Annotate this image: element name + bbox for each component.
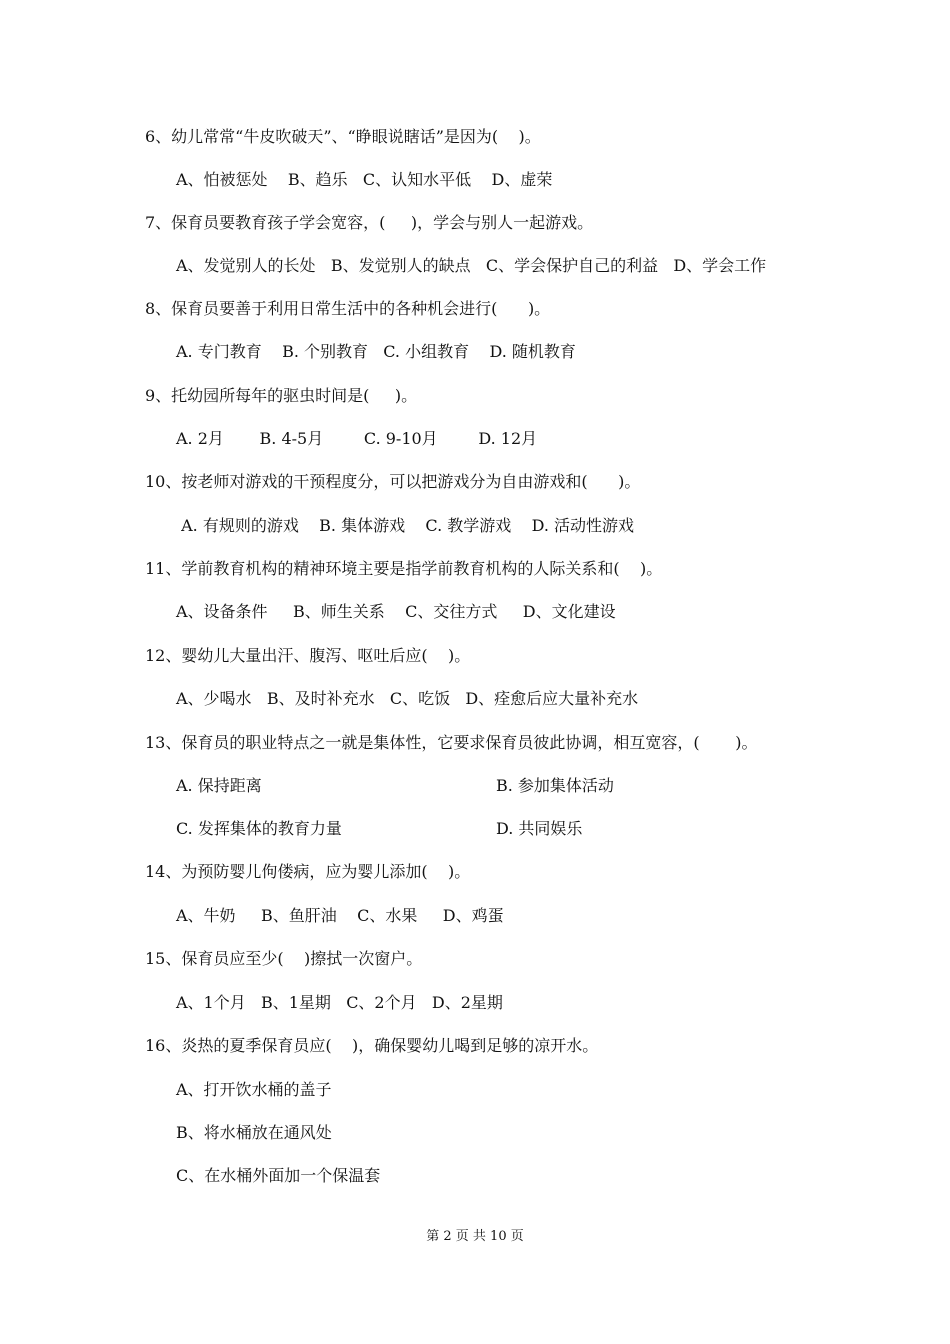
option-13-c: C. 发挥集体的教育力量 bbox=[176, 819, 342, 838]
options-8: A. 专门教育 B. 个别教育 C. 小组教育 D. 随机教育 bbox=[176, 342, 576, 361]
question-14: 14、为预防婴儿佝偻病，应为婴儿添加( )。 bbox=[145, 862, 471, 881]
options-7: A、发觉别人的长处 B、发觉别人的缺点 C、学会保护自己的利益 D、学会工作 bbox=[176, 256, 767, 275]
question-16: 16、炎热的夏季保育员应( )，确保婴幼儿喝到足够的凉开水。 bbox=[145, 1036, 599, 1055]
option-13-b: B. 参加集体活动 bbox=[496, 776, 614, 795]
page-footer: 第 2 页 共 10 页 bbox=[426, 1229, 524, 1244]
question-9: 9、托幼园所每年的驱虫时间是( )。 bbox=[145, 386, 418, 405]
question-11: 11、学前教育机构的精神环境主要是指学前教育机构的人际关系和( )。 bbox=[145, 559, 663, 578]
options-6: A、怕被惩处 B、趋乐 C、认知水平低 D、虚荣 bbox=[176, 170, 553, 189]
options-9: A. 2月 B. 4-5月 C. 9-10月 D. 12月 bbox=[176, 429, 538, 448]
question-12: 12、婴幼儿大量出汗、腹泻、呕吐后应( )。 bbox=[145, 646, 471, 665]
options-12: A、少喝水 B、及时补充水 C、吃饭 D、痊愈后应大量补充水 bbox=[176, 689, 639, 708]
options-14: A、牛奶 B、鱼肝油 C、水果 D、鸡蛋 bbox=[176, 906, 504, 925]
question-8: 8、保育员要善于利用日常生活中的各种机会进行( )。 bbox=[145, 299, 551, 318]
option-16-c: C、在水桶外面加一个保温套 bbox=[176, 1166, 381, 1185]
option-16-b: B、将水桶放在通风处 bbox=[176, 1123, 332, 1142]
question-10: 10、按老师对游戏的干预程度分，可以把游戏分为自由游戏和( )。 bbox=[145, 472, 641, 491]
option-13-a: A. 保持距离 bbox=[176, 776, 262, 795]
options-11: A、设备条件 B、师生关系 C、交往方式 D、文化建设 bbox=[176, 602, 616, 621]
option-13-d: D. 共同娱乐 bbox=[496, 819, 583, 838]
options-10: A. 有规则的游戏 B. 集体游戏 C. 教学游戏 D. 活动性游戏 bbox=[176, 516, 635, 535]
question-7: 7、保育员要教育孩子学会宽容，( )，学会与别人一起游戏。 bbox=[145, 213, 594, 232]
question-15: 15、保育员应至少( )擦拭一次窗户。 bbox=[145, 949, 423, 968]
question-6: 6、幼儿常常“牛皮吹破天”、“睁眼说瞎话”是因为( )。 bbox=[145, 127, 541, 146]
question-13: 13、保育员的职业特点之一就是集体性，它要求保育员彼此协调，相互宽容，( )。 bbox=[145, 733, 758, 752]
options-15: A、1个月 B、1星期 C、2个月 D、2星期 bbox=[176, 993, 503, 1012]
option-16-a: A、打开饮水桶的盖子 bbox=[176, 1080, 332, 1099]
